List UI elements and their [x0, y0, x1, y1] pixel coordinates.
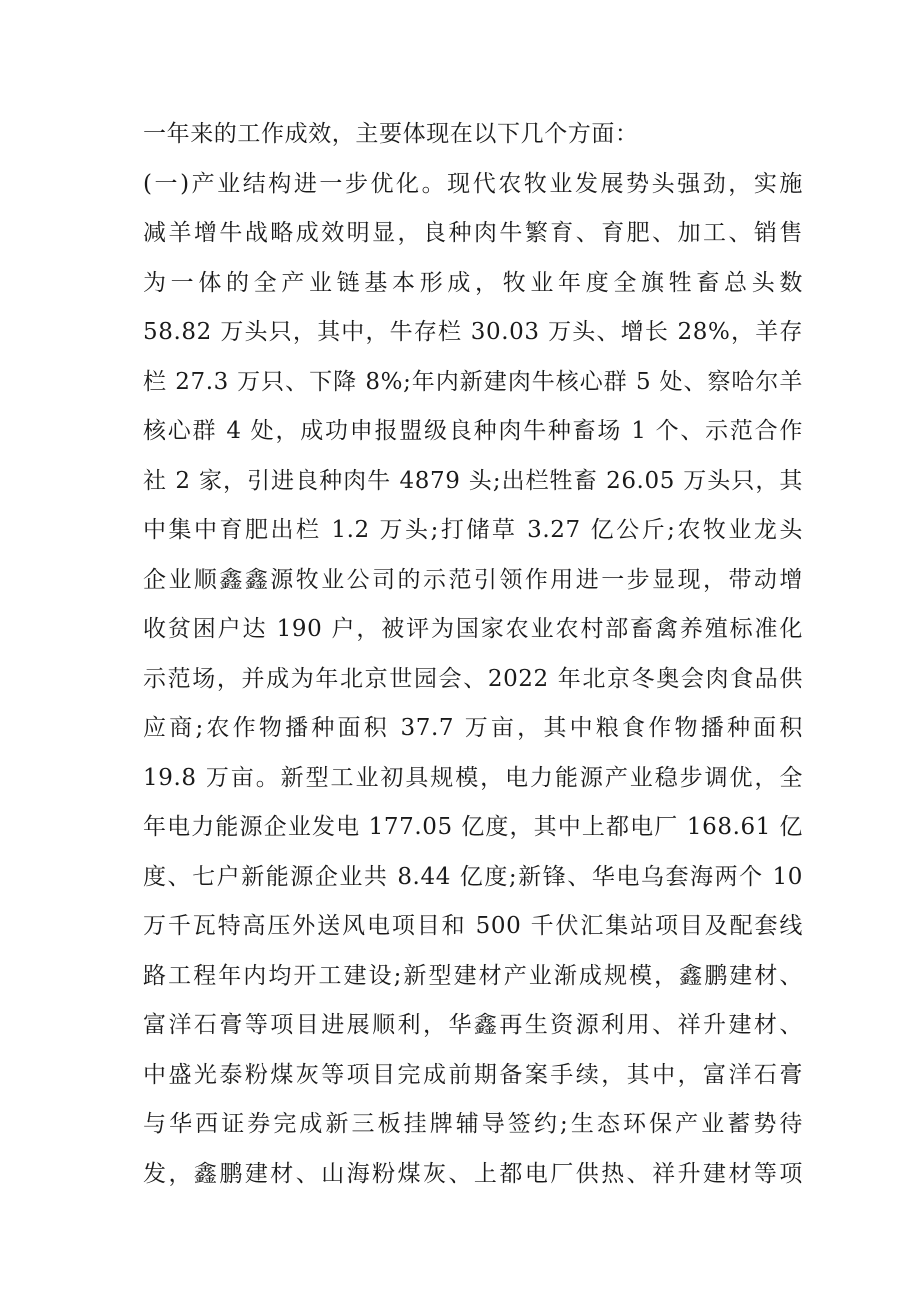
- text-line: 与华西证券完成新三板挂牌辅导签约;生态环保产业蓄势待: [143, 1111, 803, 1137]
- text-line: 富洋石膏等项目进展顺利，华鑫再生资源利用、祥升建材、: [143, 1012, 803, 1038]
- text-line: 中集中育肥出栏 1.2 万头;打储草 3.27 亿公斤;农牧业龙头: [143, 517, 803, 543]
- text-line: 一年来的工作成效，主要体现在以下几个方面：: [143, 121, 639, 147]
- text-line: 度、七户新能源企业共 8.44 亿度;新锋、华电乌套海两个 10: [143, 863, 803, 890]
- text-line: 应商;农作物播种面积 37.7 万亩，其中粮食作物播种面积: [143, 715, 803, 741]
- text-line: 示范场，并成为年北京世园会、2022 年北京冬奥会肉食品供: [143, 665, 803, 692]
- text-line: 年电力能源企业发电 177.05 亿度，其中上都电厂 168.61 亿: [143, 814, 803, 840]
- text-line: 19.8 万亩。新型工业初具规模，电力能源产业稳步调优，全: [143, 764, 803, 791]
- text-line: 58.82 万头只，其中，牛存栏 30.03 万头、增长 28%，羊存: [143, 319, 803, 345]
- body-text: [143, 110, 803, 1199]
- text-line: 减羊增牛战略成效明显，良种肉牛繁育、育肥、加工、销售: [143, 220, 803, 246]
- text-line: 企业顺鑫鑫源牧业公司的示范引领作用进一步显现，带动增: [143, 566, 803, 593]
- text-line: (一)产业结构进一步优化。现代农牧业发展势头强劲，实施: [143, 170, 803, 197]
- text-line: 社 2 家，引进良种肉牛 4879 头;出栏牲畜 26.05 万头只，其: [143, 467, 803, 494]
- text-line: 栏 27.3 万只、下降 8%;年内新建肉牛核心群 5 处、察哈尔羊: [143, 368, 803, 395]
- text-line: 核心群 4 处，成功申报盟级良种肉牛种畜场 1 个、示范合作: [143, 418, 803, 444]
- text-line: 万千瓦特高压外送风电项目和 500 千伏汇集站项目及配套线: [143, 913, 803, 939]
- text-line: 为一体的全产业链基本形成，牧业年度全旗牲畜总头数: [143, 269, 803, 296]
- text-line: 收贫困户达 190 户，被评为国家农业农村部畜禽养殖标准化: [143, 616, 803, 642]
- text-line: 发，鑫鹏建材、山海粉煤灰、上都电厂供热、祥升建材等项: [143, 1160, 803, 1187]
- text-line: 中盛光泰粉煤灰等项目完成前期备案手续，其中，富洋石膏: [143, 1061, 803, 1088]
- text-line: 路工程年内均开工建设;新型建材产业渐成规模，鑫鹏建材、: [143, 962, 803, 989]
